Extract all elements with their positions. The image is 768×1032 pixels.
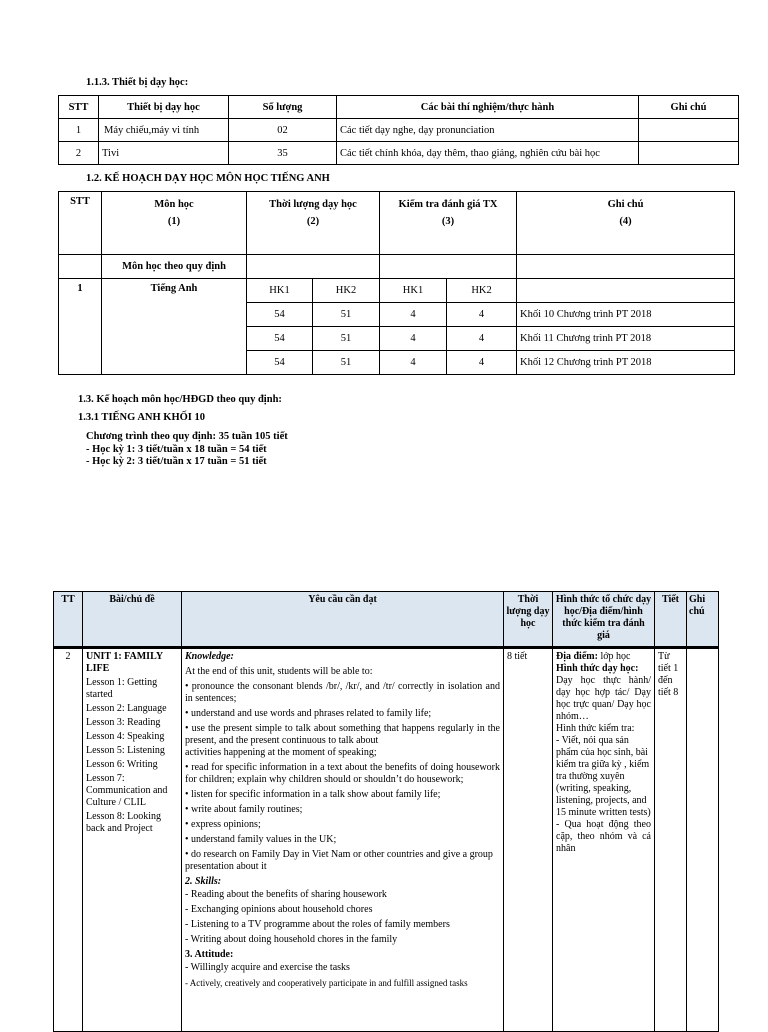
lesson-item: Lesson 3: Reading: [86, 717, 161, 728]
plan-cell: 4: [447, 327, 517, 351]
knowledge-title: Knowledge:: [185, 651, 234, 662]
program-hk2: - Học kỳ 2: 3 tiết/tuần x 17 tuần = 51 tiết: [86, 456, 267, 467]
section-113-title: 1.1.3. Thiết bị dạy học:: [86, 77, 189, 88]
lesson-header-tt: TT: [54, 592, 83, 648]
equipment-header-device: Thiết bị dạy học: [99, 96, 229, 119]
knowledge-item: • read for specific information in a text about the benefits of doing housework for children; explain why children should or shouldn’t do housework;: [185, 762, 500, 785]
plan-table: [58, 191, 735, 375]
knowledge-intro: At the end of this unit, students will be able to:: [185, 666, 373, 677]
skill-item: - Writing about doing household chores in the family: [185, 934, 398, 945]
attitude-title: 3. Attitude:: [185, 949, 234, 960]
knowledge-item: • do research on Family Day in Viet Nam or other countries and give a group presentation about it: [185, 849, 493, 872]
plan-header-duration-label: Thời lượng dạy học: [269, 199, 357, 210]
section-12-title: 1.2. KẾ HOẠCH DẠY HỌC MÔN HỌC TIẾNG ANH: [86, 173, 330, 184]
equipment-header-note: Ghi chú: [639, 96, 739, 119]
plan-row-num: 1: [59, 279, 102, 375]
place-line: [556, 651, 651, 663]
lesson-note-cell: [687, 648, 719, 1032]
plan-header-duration: [247, 192, 380, 255]
lesson-row-tt: 2: [54, 648, 83, 1032]
table-row: [54, 648, 719, 1032]
section-131-title: 1.3.1 TIẾNG ANH KHỐI 10: [78, 412, 205, 423]
plan-cell: 54: [247, 303, 313, 327]
lesson-header-period: Tiết: [655, 592, 687, 648]
lesson-header-time: Thời lượng dạy học: [504, 592, 553, 648]
equipment-header-stt: STT: [59, 96, 99, 119]
plan-header-assess-num: (3): [441, 216, 455, 227]
skill-item: - Reading about the benefits of sharing housework: [185, 889, 387, 900]
knowledge-item: • understand and use words and phrases related to family life;: [185, 708, 432, 719]
lesson-item: Lesson 1: Getting started: [86, 677, 158, 700]
plan-cell: [247, 255, 380, 279]
plan-header-row: [59, 192, 735, 255]
plan-header-assess: [380, 192, 517, 255]
plan-cell: 4: [447, 303, 517, 327]
lesson-header-note: Ghi chú: [687, 592, 719, 648]
plan-hk2-assess-label: HK2: [447, 279, 517, 303]
check-label: Hình thức kiểm tra:: [556, 723, 635, 734]
plan-cell: 4: [447, 351, 517, 375]
lesson-item: Lesson 7: Communication and Culture / CLIL: [86, 773, 168, 808]
knowledge-item: • understand family values in the UK;: [185, 834, 337, 845]
plan-header-note-label: Ghi chú: [607, 199, 644, 210]
plan-cell: [517, 255, 735, 279]
attitude-item: - Actively, creatively and cooperatively participate in and fulfill assigned tasks: [185, 978, 468, 988]
equipment-cell: 1: [59, 119, 99, 142]
plan-header-stt: STT: [59, 192, 102, 255]
knowledge-item: • write about family routines;: [185, 804, 303, 815]
knowledge-item: • listen for specific information in a talk show about family life;: [185, 789, 441, 800]
form-label: Hình thức dạy học:: [556, 663, 639, 674]
plan-cell: 54: [247, 327, 313, 351]
equipment-cell: Các tiết chính khóa, dạy thêm, thao giảng, nghiên cứu bài học: [337, 142, 639, 165]
lesson-item: Lesson 5: Listening: [86, 745, 165, 756]
lesson-period-cell: Từ tiết 1 đến tiết 8: [655, 648, 687, 1032]
plan-cell: 4: [380, 327, 447, 351]
knowledge-item: • use the present simple to talk about something that happens regularly in the present, and the present continuous to talk about: [185, 723, 500, 746]
program-hk1: - Học kỳ 1: 3 tiết/tuần x 18 tuần = 54 tiết: [86, 443, 267, 455]
plan-cell: [517, 279, 735, 303]
lesson-header-topic: Bài/chủ đề: [83, 592, 182, 648]
skill-item: - Listening to a TV programme about the roles of family members: [185, 919, 450, 930]
plan-header-note: [517, 192, 735, 255]
table-row: [59, 119, 739, 142]
lesson-item: Lesson 2: Language: [86, 703, 167, 714]
lesson-time-cell: 8 tiết: [504, 648, 553, 1032]
lesson-header-row: [54, 592, 719, 648]
plan-cell: 54: [247, 351, 313, 375]
lesson-item: Lesson 6: Writing: [86, 759, 158, 770]
form-value: Dạy học thực hành/ dạy học hợp tác/ Dạy học trực quan/ Dạy học nhóm…: [556, 675, 651, 722]
place-value: lớp học: [600, 651, 631, 662]
equipment-cell: Tivi: [99, 142, 229, 165]
equipment-cell: 35: [229, 142, 337, 165]
lesson-table: [53, 591, 719, 1032]
plan-header-duration-num: (2): [306, 216, 320, 227]
equipment-cell: 02: [229, 119, 337, 142]
program-summary: [86, 431, 288, 469]
equipment-cell: 2: [59, 142, 99, 165]
knowledge-item: • express opinions;: [185, 819, 261, 830]
unit-title: UNIT 1: FAMILY LIFE: [86, 651, 163, 674]
plan-cell: 4: [380, 351, 447, 375]
equipment-header-row: [59, 96, 739, 119]
section-13-title: 1.3. Kế hoạch môn học/HĐGD theo quy định:: [78, 394, 282, 405]
plan-header-subject: [102, 192, 247, 255]
lesson-header-req: Yêu cầu cần đạt: [182, 592, 504, 648]
plan-cell: 51: [313, 327, 380, 351]
place-label: Địa điểm:: [556, 651, 598, 662]
check-item: - Qua hoạt động theo cặp, theo nhóm và cá nhân: [556, 819, 651, 854]
lesson-item: Lesson 4: Speaking: [86, 731, 165, 742]
table-row: [59, 279, 735, 303]
equipment-cell: Máy chiếu,máy vi tính: [99, 119, 229, 142]
plan-header-note-num: (4): [619, 216, 632, 227]
lesson-header-form: Hình thức tổ chức dạy học/Địa điểm/hình thức kiểm tra đánh giá: [553, 592, 655, 648]
skill-item: - Exchanging opinions about household chores: [185, 904, 373, 915]
check-item: - Viết, nói qua sản phẩm của học sinh, bài kiểm tra giữa kỳ , kiểm tra thường xuyên (writing, speaking, listening, projects, and 15 minute written tests): [556, 735, 651, 818]
plan-subject-rule: Môn học theo quy định: [102, 255, 247, 279]
equipment-header-lessons: Các bài thí nghiệm/thực hành: [337, 96, 639, 119]
plan-header-subject-label: Môn học: [154, 199, 194, 210]
lesson-topic-cell: [83, 648, 182, 1032]
equipment-cell: Các tiết dạy nghe, dạy pronunciation: [337, 119, 639, 142]
lesson-form-cell: [553, 648, 655, 1032]
attitude-item: - Willingly acquire and exercise the tasks: [185, 962, 350, 973]
plan-hk2-label: HK2: [313, 279, 380, 303]
plan-cell: Khối 12 Chương trình PT 2018: [517, 351, 735, 375]
equipment-header-qty: Số lượng: [229, 96, 337, 119]
requirements-cell: [182, 648, 504, 1032]
knowledge-item: • pronounce the consonant blends /br/, /kr/, and /tr/ correctly in isolation and in sentences;: [185, 681, 500, 704]
lesson-item: Lesson 8: Looking back and Project: [86, 811, 161, 834]
plan-cell: 51: [313, 351, 380, 375]
plan-hk1-assess-label: HK1: [380, 279, 447, 303]
plan-cell: Khối 10 Chương trình PT 2018: [517, 303, 735, 327]
equipment-cell: [639, 119, 739, 142]
plan-cell: Khối 11 Chương trình PT 2018: [517, 327, 735, 351]
plan-header-assess-label: Kiểm tra đánh giá TX: [398, 199, 498, 210]
plan-rule-row: [59, 255, 735, 279]
program-total: Chương trình theo quy định: 35 tuần 105 tiết: [86, 431, 288, 442]
plan-cell: 51: [313, 303, 380, 327]
table-row: [59, 142, 739, 165]
plan-row-subject: Tiếng Anh: [102, 279, 247, 375]
plan-hk1-label: HK1: [247, 279, 313, 303]
knowledge-item: activities happening at the moment of speaking;: [185, 747, 377, 758]
plan-cell: [59, 255, 102, 279]
plan-cell: 4: [380, 303, 447, 327]
skills-title: 2. Skills:: [185, 876, 222, 887]
equipment-table: [58, 95, 739, 165]
plan-cell: [380, 255, 517, 279]
equipment-cell: [639, 142, 739, 165]
plan-header-subject-num: (1): [167, 216, 181, 227]
